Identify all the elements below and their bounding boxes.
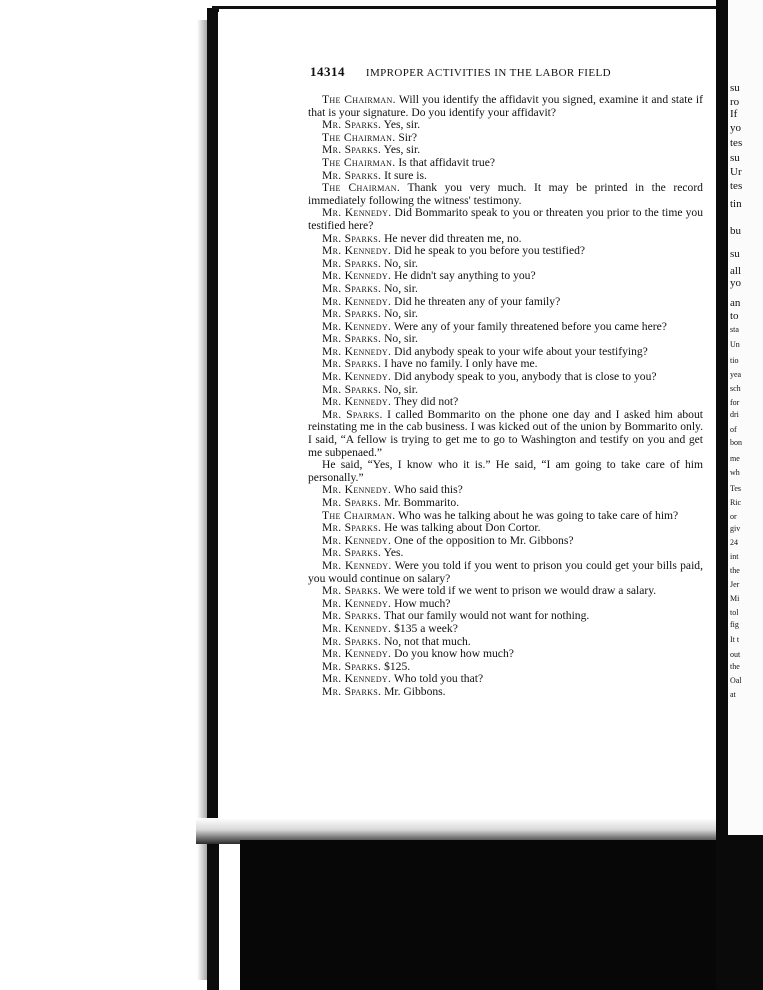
speaker-name: Mr. Sparks. (322, 609, 382, 623)
speech-text: He didn't say anything to you? (394, 269, 536, 283)
facing-page-text-fragment: giv (730, 524, 741, 533)
facing-page-text-fragment: fig (730, 620, 739, 629)
speaker-name: Mr. Sparks. (322, 143, 382, 157)
facing-page-text-fragment: for (730, 398, 740, 407)
speaker-name: Mr. Sparks. (322, 521, 382, 535)
transcript-paragraph (308, 94, 703, 119)
transcript-paragraph (308, 459, 703, 484)
speech-text: No, sir. (384, 382, 418, 396)
speech-text: No, sir. (384, 256, 418, 270)
facing-page-text-fragment: me (730, 454, 740, 463)
transcript-paragraph (308, 207, 703, 232)
speaker-name: Mr. Sparks. (322, 382, 382, 396)
speaker-name: Mr. Kennedy. (322, 647, 392, 661)
facing-page-text-fragment: sta (730, 325, 739, 334)
speech-text: Who told you that? (393, 672, 484, 686)
speech-text: Did Bommarito speak to you or threaten you prior to the time you testified here? (308, 206, 704, 232)
facing-page-text-fragment: 24 (730, 538, 738, 547)
speaker-name: Mr. Kennedy. (322, 319, 392, 333)
speaker-name: The Chairman. (322, 155, 396, 169)
speech-text: I have no family. I only have me. (384, 357, 538, 371)
speaker-name: Mr. Sparks. (322, 584, 382, 598)
facing-page-text-fragment: bu (730, 225, 741, 237)
facing-page-text-fragment: Un (730, 340, 740, 349)
speaker-name: Mr. Sparks. (322, 281, 382, 295)
speaker-name: Mr. Sparks. (322, 256, 382, 270)
facing-page-text-fragment: an (730, 297, 741, 309)
speech-text: $125. (384, 659, 411, 673)
facing-page-fragment (728, 0, 763, 845)
speech-text: Do you know how much? (394, 647, 514, 661)
speech-text: Did anybody speak to you, anybody that is close to you? (394, 370, 657, 384)
speaker-name: Mr. Kennedy. (322, 621, 392, 635)
speaker-name: Mr. Sparks. (322, 307, 382, 321)
transcript-paragraph (308, 686, 703, 699)
facing-page-text-fragment: out (730, 650, 741, 659)
facing-page-text-fragment: of (730, 425, 737, 434)
speaker-name: Mr. Sparks. (322, 684, 382, 698)
book-page (218, 12, 716, 832)
speaker-name: Mr. Kennedy. (322, 294, 392, 308)
top-edge (212, 6, 722, 9)
speech-text: Did anybody speak to your wife about your testifying? (394, 344, 648, 358)
facing-page-text-fragment: Tes (730, 484, 741, 493)
facing-page-text-fragment: dri (730, 410, 739, 419)
speech-text: Did he threaten any of your family? (394, 294, 561, 308)
transcript-paragraph (308, 560, 703, 585)
speaker-name: Mr. Kennedy. (322, 269, 392, 283)
facing-page-text-fragment: Ric (730, 498, 742, 507)
speech-text: Who said this? (393, 483, 463, 497)
speaker-name: Mr. Kennedy. (322, 344, 392, 358)
speech-text: No, sir. (384, 307, 418, 321)
facing-page-text-fragment: or (730, 512, 737, 521)
speech-text: Who was he talking about he was going to take care of him? (398, 508, 679, 522)
facing-page-text-fragment: yo (730, 122, 741, 134)
speech-text: Yes, sir. (383, 143, 421, 157)
speech-text: I called Bommarito on the phone one day and I asked him about reinstating me in the cab business. I was kicked out of the union by Bommarito only. I said, “A fellow is trying to get me to go to Washington and testify on you and get me subpenaed.” (308, 407, 703, 459)
speech-text: Thank you very much. It may be printed in the record immediately following the witness' testimony. (308, 181, 703, 207)
facing-page-text-fragment: tes (730, 137, 743, 149)
speech-text: He never did threaten me, no. (384, 231, 522, 245)
speech-text: Did he speak to you before you testified? (394, 244, 586, 258)
facing-page-text-fragment: tin (730, 198, 742, 210)
speech-text: Sir? (398, 130, 417, 144)
speaker-name: The Chairman. (322, 130, 396, 144)
speech-text: No, sir. (384, 332, 418, 346)
speaker-name: Mr. Kennedy. (322, 672, 392, 686)
speech-text: It sure is. (384, 168, 427, 182)
facing-page-text-fragment: tes (730, 180, 743, 192)
speech-text: Were you told if you went to prison you could get your bills paid, you would continue on salary? (308, 558, 703, 585)
facing-page-text-fragment: yo (730, 277, 741, 289)
speech-text: One of the opposition to Mr. Gibbons? (394, 533, 574, 547)
transcript-body (308, 94, 703, 699)
speaker-name: Mr. Sparks. (322, 231, 382, 245)
speaker-name: Mr. Sparks. (322, 407, 383, 421)
facing-page-text-fragment: su (730, 152, 740, 164)
facing-page-text-fragment: ro (730, 96, 740, 108)
speech-text: No, not that much. (384, 634, 471, 648)
page-number: 14314 (310, 64, 345, 79)
facing-page-text-fragment: yea (730, 370, 742, 379)
facing-page-text-fragment: the (730, 566, 740, 575)
speech-text: Is that affidavit true? (398, 155, 495, 169)
facing-page-text-fragment: Ur (730, 166, 742, 178)
facing-page-text-fragment: at (730, 690, 736, 699)
facing-page-text-fragment: tol (730, 608, 739, 617)
speech-text: Mr. Gibbons. (384, 684, 446, 698)
facing-page-text-fragment: all (730, 265, 741, 277)
speaker-name: Mr. Sparks. (322, 634, 382, 648)
facing-page-text-fragment: int (730, 552, 739, 561)
facing-page-gutter (716, 0, 728, 835)
speech-text: $135 a week? (394, 621, 458, 635)
speaker-name: Mr. Sparks. (322, 546, 382, 560)
speech-text: Yes, sir. (383, 118, 421, 132)
speaker-name: Mr. Sparks. (322, 357, 382, 371)
speaker-name: Mr. Kennedy. (322, 370, 392, 384)
speaker-name: Mr. Kennedy. (322, 206, 392, 220)
speaker-name: Mr. Kennedy. (322, 596, 392, 610)
running-head: IMPROPER ACTIVITIES IN THE LABOR FIELD (365, 67, 611, 79)
scan-background (240, 840, 763, 990)
speaker-name: Mr. Sparks. (322, 332, 382, 346)
speaker-name: Mr. Kennedy. (322, 483, 392, 497)
transcript-paragraph (308, 409, 703, 459)
speech-text: Mr. Bommarito. (384, 496, 460, 509)
facing-page-text-fragment: the (730, 662, 740, 671)
facing-page-text-fragment: If (730, 108, 738, 120)
speaker-name: Mr. Sparks. (322, 496, 382, 509)
speech-text: No, sir. (384, 281, 418, 295)
speech-text: They did not? (393, 395, 459, 409)
facing-page-text-fragment: su (730, 82, 740, 94)
speech-text: Will you identify the affidavit you signed, examine it and state if that is your signature. Do you identify your affidavit? (308, 93, 703, 119)
facing-page-text-fragment: Oal (730, 676, 742, 685)
speech-text: We were told if we went to prison we would draw a salary. (383, 584, 657, 598)
speaker-name: Mr. Sparks. (322, 659, 382, 673)
speaker-name: The Chairman. (322, 181, 401, 195)
facing-page-text-fragment: bon (730, 438, 742, 447)
speech-text: He said, “Yes, I know who it is.” He said, “I am going to take care of him personally.” (308, 458, 703, 484)
facing-page-text-fragment: wh (730, 468, 740, 477)
speaker-name: Mr. Kennedy. (322, 395, 392, 409)
speech-text: How much? (394, 596, 451, 610)
speech-text: Yes. (383, 546, 404, 560)
speaker-name: The Chairman. (322, 93, 396, 106)
facing-page-text-fragment: It t (730, 635, 740, 644)
scan-margin (0, 0, 212, 990)
speaker-name: Mr. Kennedy. (322, 533, 392, 547)
facing-page-text-fragment: sch (730, 384, 741, 393)
transcript-paragraph (308, 182, 703, 207)
facing-page-text-fragment: su (730, 248, 740, 260)
page-header (310, 64, 710, 82)
speaker-name: Mr. Kennedy. (322, 558, 392, 572)
speech-text: Were any of your family threatened before you came here? (393, 319, 667, 333)
speaker-name: Mr. Sparks. (322, 118, 382, 132)
speaker-name: The Chairman. (322, 508, 396, 522)
speaker-name: Mr. Sparks. (322, 168, 382, 182)
speech-text: He was talking about Don Cortor. (384, 521, 541, 535)
facing-page-text-fragment: Mi (730, 594, 740, 603)
speaker-name: Mr. Kennedy. (322, 244, 392, 258)
scan-background-right (716, 835, 763, 990)
speech-text: That our family would not want for nothing. (383, 609, 590, 623)
facing-page-text-fragment: to (730, 310, 739, 322)
facing-page-text-fragment: tio (730, 356, 739, 365)
facing-page-text-fragment: Jer (730, 580, 740, 589)
